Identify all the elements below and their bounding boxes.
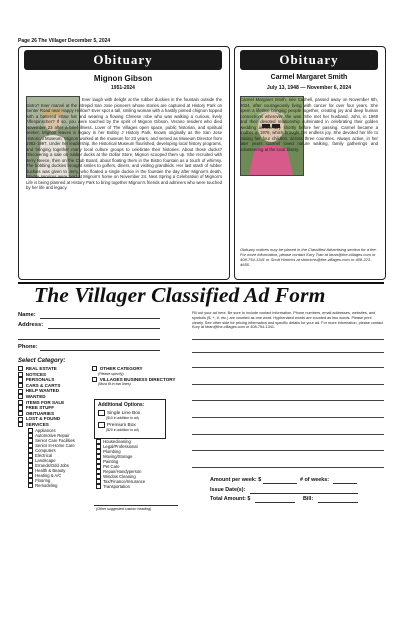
business-note: (Must fit in two lines) (98, 382, 131, 387)
service-item[interactable]: Plumbing (96, 449, 145, 454)
phone-label: Phone: (18, 344, 38, 350)
checkbox[interactable] (98, 422, 105, 428)
ad-line[interactable] (192, 352, 384, 353)
single-line-option[interactable]: Single Line Box (98, 410, 162, 416)
checkbox[interactable] (92, 377, 97, 382)
checkbox[interactable] (28, 453, 33, 458)
checkbox[interactable] (28, 473, 33, 478)
obituary-banner: Obituary (24, 50, 222, 70)
obituary-note: Obituary notices may be placed in the Classified Advertising section for a fee. For more information, please contact Kory Tran at ktran@the-villages.com or 408-754-1341 or Scott Hinrichs at shinrichs@the-villages.com or 408-223-4655. (240, 247, 377, 267)
category-free-stuff[interactable]: FREE STUFF (18, 405, 64, 411)
ad-line[interactable] (192, 434, 384, 435)
checkbox[interactable] (96, 439, 101, 444)
category-real-estate[interactable]: REAL ESTATE (18, 366, 64, 372)
obituary-name: Mignon Gibson (93, 74, 153, 83)
checkbox[interactable] (96, 479, 101, 484)
service-item[interactable]: Window Cleaning (96, 474, 145, 479)
obituary-banner: Obituary (240, 50, 378, 70)
checkbox[interactable] (18, 366, 23, 371)
category-obituaries[interactable]: OBITUARIES (18, 411, 64, 417)
checkbox[interactable] (18, 389, 23, 394)
issue-dates-label: Issue Date(s): (210, 487, 246, 493)
address-label: Address: (18, 322, 44, 328)
service-item[interactable]: Painting (96, 459, 145, 464)
service-item[interactable]: Legal/Professional (96, 444, 145, 449)
single-line-price: ($10 in addition to ad) (106, 416, 139, 420)
additional-options-box (94, 399, 166, 439)
category-help-wanted[interactable]: HELP WANTED (18, 388, 64, 394)
obituary-dates: July 13, 1948 — November 6, 2024 (266, 85, 352, 91)
service-item[interactable]: Electrical (28, 453, 75, 458)
category-notices[interactable]: NOTICES (18, 372, 64, 378)
address-field-2[interactable] (18, 339, 160, 340)
checkbox[interactable] (96, 474, 101, 479)
checkbox[interactable] (28, 468, 33, 473)
ad-line[interactable] (192, 417, 384, 418)
service-item[interactable]: Senior In-Home Care (28, 443, 75, 448)
checkbox[interactable] (18, 377, 23, 382)
checkbox[interactable] (28, 443, 33, 448)
service-item[interactable]: Moving/Storage (96, 454, 145, 459)
checkbox[interactable] (28, 438, 33, 443)
checkbox[interactable] (96, 464, 101, 469)
checkbox[interactable] (96, 444, 101, 449)
category-business-directory[interactable]: VILLAGES BUSINESS DIRECTORY (92, 377, 182, 383)
premium-price: ($20 in addition to ad) (106, 428, 139, 432)
ad-line[interactable] (192, 367, 384, 368)
form-instructions: Fill out your ad here. Be sure to include contact information. Phone numbers, email addresses, websites, and symbols ($, +, #, etc.) are counted as one word. Hyphenated words are counted as two words. Please print clearly. See other side for pricing information and specific details for your ad. For more information, please contact Kory at ktran@the-villages.com or 408-754-1341. (192, 311, 384, 330)
phone-field[interactable] (40, 350, 160, 351)
obituary-text: Ever laugh with delight at the rubber duckies in the fountain outside the Bistro? Ever marvel at the intrepid San Jose pioneers whose stories are captured at History Park on Senter Road near Happy Hollow? Ever spot a tall, smiling woman with a hastily pinned chignon topped with a battered straw hat and wearing a flowing Chinese robe who was walking a curious, lively Affenpinscher? If so, you were touched by the spirit of Mignon Gibson, Verano resident who died November 23 after a brief illness. Lover of The Villages open space, public historian, and spiritual seeker, Mignon leaves a legacy in her Bobby J History Park, known originally as the San Jose Historical Museum. Mignon worked at the museum for 23 years, and served as Museum Director from 1982-1997. Under her leadership, the Historical Museum flourished, developing local history programs, and bringing together many local culture groups to celebrate their histories. About those ducks? Discovering a sale on rubber ducks at the Dollar Store, Mignon scooped them up. She recruited with Jerry Neece, then on the Club Board, about floating them in the Bistro fountain as a touch of whimsy. The bobbing duckies brought smiles to golfers, diners, and visiting grandkids. Her last stash of rubber duckies was given to Jerry, who floated a single duckie in the fountain the day after Mignon's death. Private services were held at Mignon's home on November 24. Next Spring a Celebration of Mignon's Life is being planned at History Park to bring together Mignon's friends and admirers who were touched by her life and legacy. (26, 97, 222, 190)
service-item[interactable]: Transportation (96, 484, 145, 489)
checkbox[interactable] (18, 405, 23, 410)
checkbox[interactable] (18, 417, 23, 422)
service-item[interactable]: Automotive Repair (28, 433, 75, 438)
category-lost-found[interactable]: LOST & FOUND (18, 416, 64, 422)
other-options (92, 366, 182, 386)
amount-per-week-field[interactable] (263, 483, 297, 484)
name-field[interactable] (40, 318, 160, 319)
category-personals[interactable]: PERSONALS (18, 377, 64, 383)
checkbox[interactable] (96, 469, 101, 474)
additional-options-title: Additional Options: (98, 402, 145, 408)
obituary-dates: 1951-2024 (111, 85, 135, 91)
checkbox[interactable] (96, 459, 101, 464)
issue-dates-field[interactable] (250, 493, 358, 494)
service-item[interactable]: Appliances (28, 428, 75, 433)
form-title: The Villager Classified Ad Form (34, 283, 326, 307)
weeks-field[interactable] (333, 483, 357, 484)
category-cars-carts[interactable]: CARS & CARTS (18, 383, 64, 389)
custom-heading-note: (Other suggested custom heading) (96, 507, 152, 511)
checkbox[interactable] (18, 372, 23, 377)
weeks-label: # of weeks: (300, 477, 330, 483)
service-item[interactable]: Flooring (28, 478, 75, 483)
service-item[interactable]: Pet Care (96, 464, 145, 469)
total-amount-label: Total Amount: $ (210, 496, 251, 502)
checkbox[interactable] (18, 422, 23, 427)
service-item[interactable]: Health & Beauty (28, 468, 75, 473)
category-wanted[interactable]: WANTED (18, 394, 64, 400)
services-list-1 (28, 428, 75, 488)
ad-line[interactable] (192, 384, 384, 385)
page-header: Page 26 The Villager December 5, 2024 (18, 38, 111, 44)
other-note: (Please specify) (98, 371, 124, 376)
checkbox[interactable] (18, 411, 23, 416)
checkbox[interactable] (28, 458, 33, 463)
service-item[interactable]: Housecleaning (96, 439, 145, 444)
category-items-for-sale[interactable]: ITEMS FOR SALE (18, 400, 64, 406)
checkbox[interactable] (96, 449, 101, 454)
checkbox[interactable] (96, 484, 101, 489)
select-category-title: Select Category: (18, 358, 66, 364)
service-item[interactable]: Repair/Handyperson (96, 469, 145, 474)
service-item[interactable]: Heating & A/C (28, 473, 75, 478)
service-item[interactable]: Computers (28, 448, 75, 453)
category-list (18, 366, 64, 428)
total-amount-field[interactable] (255, 502, 295, 503)
checkbox[interactable] (98, 410, 105, 416)
bill-label: Bill: (303, 496, 314, 502)
ad-line[interactable] (192, 467, 384, 468)
checkbox[interactable] (28, 448, 33, 453)
bill-field[interactable] (318, 502, 358, 503)
checkbox[interactable] (92, 366, 97, 371)
category-other[interactable]: OTHER CATEGORY (92, 366, 182, 372)
checkbox[interactable] (18, 383, 23, 388)
checkbox[interactable] (28, 433, 33, 438)
service-item[interactable]: Remodeling (28, 483, 75, 488)
name-label: Name: (18, 312, 36, 318)
service-item[interactable]: Senior Care Facilities (28, 438, 75, 443)
checkbox[interactable] (28, 478, 33, 483)
services-list-2 (96, 439, 145, 489)
address-field-1[interactable] (48, 328, 160, 329)
premium-option[interactable]: Premium Box (98, 422, 162, 428)
checkbox[interactable] (28, 428, 33, 433)
checkbox[interactable] (96, 454, 101, 459)
category-services[interactable]: SERVICES (18, 422, 64, 428)
ad-line[interactable] (192, 450, 384, 451)
ad-line[interactable] (192, 339, 384, 340)
checkbox[interactable] (28, 483, 33, 488)
obituary-name: Carmel Margaret Smith (270, 74, 348, 81)
checkbox[interactable] (28, 463, 33, 468)
checkbox[interactable] (18, 400, 23, 405)
service-item[interactable]: Errands/Odd Jobs (28, 463, 75, 468)
obituary-text: Carmel Margaret Smith, née Cashell, passed away on November 6th, 2024, after courageously living with cancer for over four years. She spent a lifetime bringing people together, creating joy and deep human connections wherever she was. She met her husband, John, in 1969 and their devoted relationship culminated in celebrating their golden wedding anniversary shortly before her passing. Carmel became a mother in 1976, which brought her endless joy. She devoted her life to raising her four children, across three countries. Always active, in her later years Carmel loved nature walking, family gatherings and volunteering at the local library. (240, 97, 378, 152)
service-item[interactable]: Landscape (28, 458, 75, 463)
service-item[interactable]: Tax/Finance/Insurance (96, 479, 145, 484)
ad-line[interactable] (192, 400, 384, 401)
checkbox[interactable] (18, 394, 23, 399)
amount-per-week-label: Amount per week: $ (210, 477, 262, 483)
custom-heading-field[interactable] (94, 505, 178, 506)
